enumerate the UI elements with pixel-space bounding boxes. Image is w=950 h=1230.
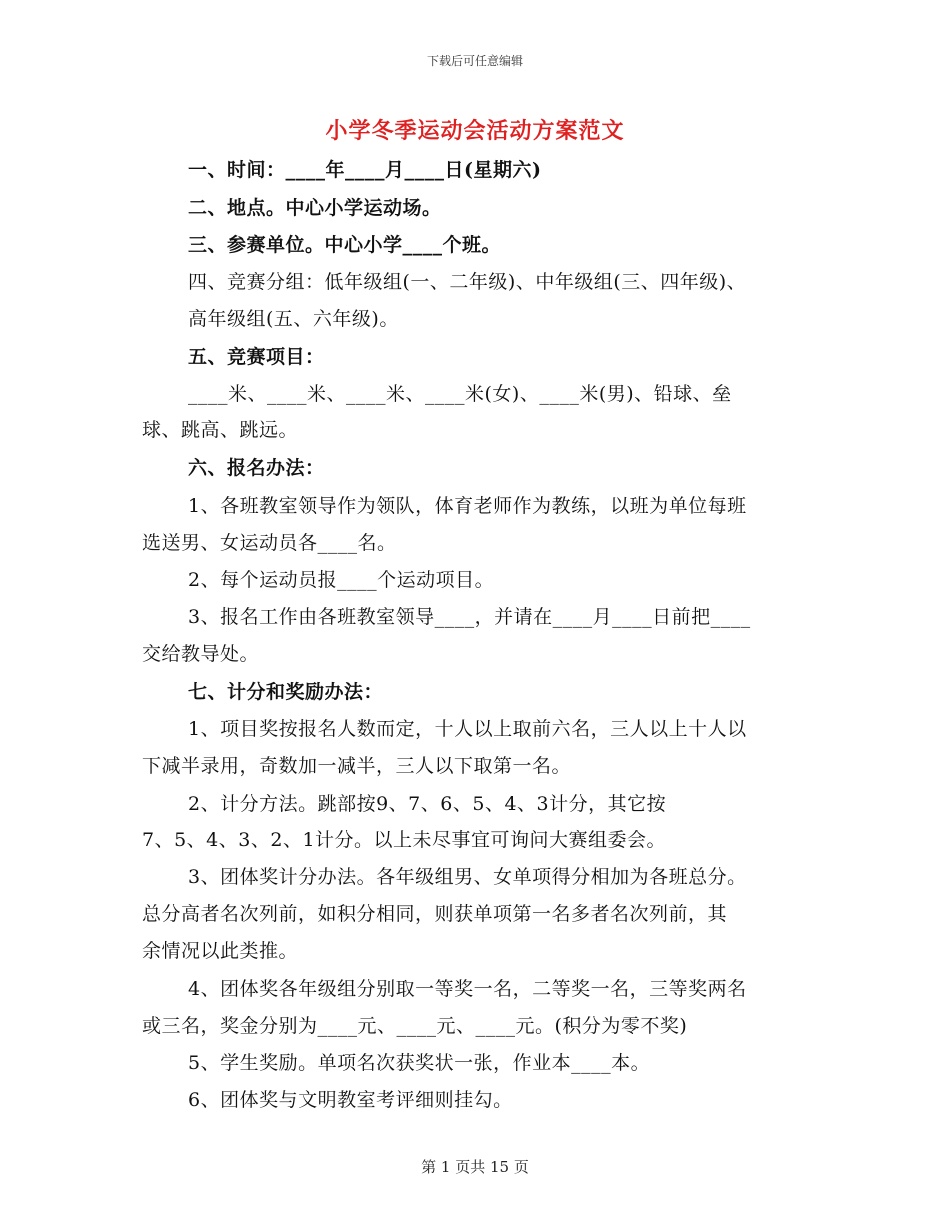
scoring-item-4-continued: 或三名，奖金分别为____元、____元、____元。(积分为零不奖) <box>142 1015 688 1037</box>
registration-item-3: 3、报名工作由各班教室领导____，并请在____月____日前把____ <box>188 606 751 628</box>
document-title: 小学冬季运动会活动方案范文 <box>325 118 625 144</box>
scoring-item-3: 3、团体奖计分办法。各年级组男、女单项得分相加为各班总分。 <box>188 866 747 888</box>
scoring-item-2-continued: 7、5、4、3、2、1计分。以上未尽事宜可询问大赛组委会。 <box>142 829 667 851</box>
scoring-item-2: 2、计分方法。跳部按9、7、6、5、4、3计分，其它按 <box>188 793 667 815</box>
registration-item-1-continued: 选送男、女运动员各____名。 <box>142 532 397 554</box>
section-time: 一、时间：____年____月____日(星期六) <box>188 159 542 181</box>
section-participants: 三、参赛单位。中心小学____个班。 <box>188 234 502 256</box>
events-line-2: 球、跳高、跳远。 <box>142 419 299 441</box>
section-groups-continued: 高年级组(五、六年级)。 <box>188 308 399 330</box>
section-scoring-heading: 七、计分和奖励办法： <box>188 681 384 703</box>
section-location: 二、地点。中心小学运动场。 <box>188 197 442 219</box>
registration-item-3-continued: 交给教导处。 <box>142 643 260 665</box>
registration-item-2: 2、每个运动员报____个运动项目。 <box>188 569 495 591</box>
scoring-item-5: 5、学生奖励。单项名次获奖状一张，作业本____本。 <box>188 1052 651 1074</box>
scoring-item-4: 4、团体奖各年级组分别取一等奖一名，二等奖一名，三等奖两名 <box>188 978 747 1000</box>
scoring-item-1-continued: 下减半录用，奇数加一减半，三人以下取第一名。 <box>142 755 572 777</box>
scoring-item-6: 6、团体奖与文明教室考评细则挂勾。 <box>188 1089 513 1111</box>
scoring-item-3-continued-1: 总分高者名次列前，如积分相同，则获单项第一名多者名次列前，其 <box>142 903 728 925</box>
page-header-note: 下载后可任意编辑 <box>426 54 523 68</box>
section-groups: 四、竞赛分组：低年级组(一、二年级)、中年级组(三、四年级)、 <box>188 271 747 293</box>
section-events-heading: 五、竞赛项目： <box>188 346 325 368</box>
events-line-1: ____米、____米、____米、____米(女)、____米(男)、铅球、垒 <box>188 383 732 405</box>
registration-item-1: 1、各班教室领导作为领队，体育老师作为教练，以班为单位每班 <box>188 495 747 517</box>
section-registration-heading: 六、报名办法： <box>188 457 325 479</box>
scoring-item-3-continued-2: 余情况以此类推。 <box>142 940 299 962</box>
scoring-item-1: 1、项目奖按报名人数而定，十人以上取前六名，三人以上十人以 <box>188 718 747 740</box>
page-footer: 第 1 页共 15 页 <box>421 1158 529 1176</box>
